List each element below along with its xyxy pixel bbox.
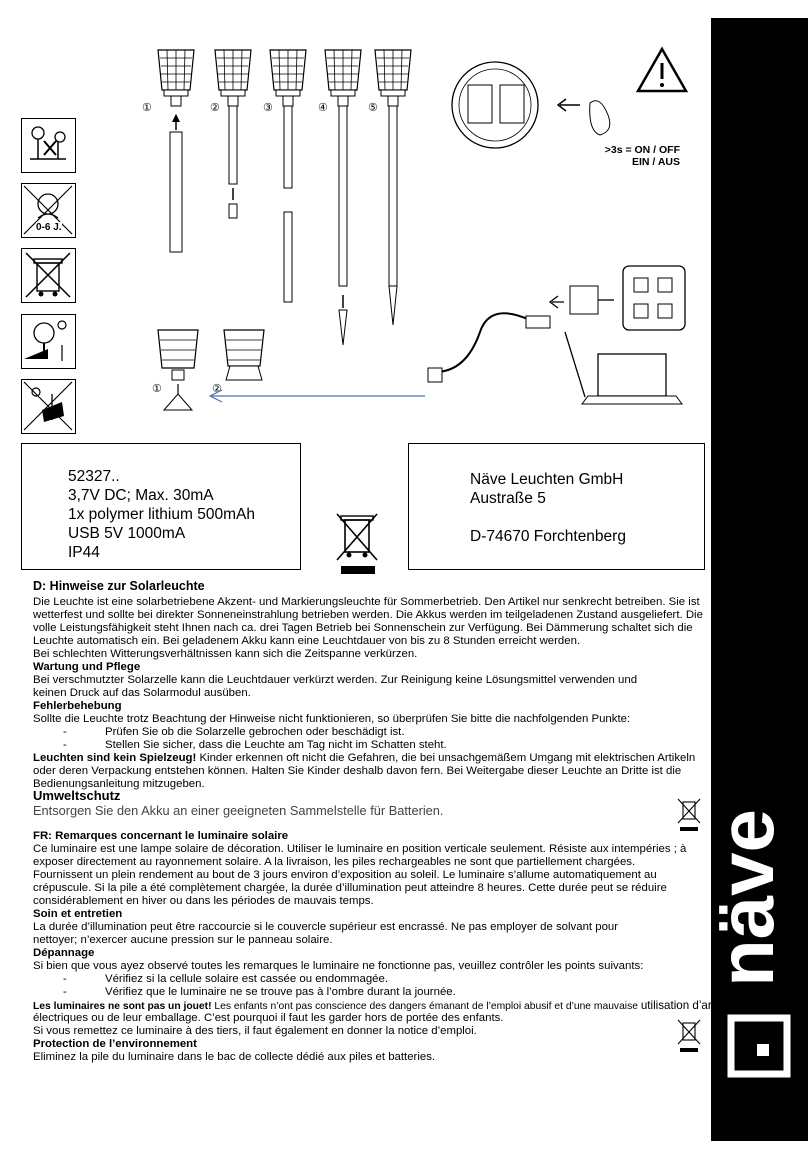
brand-logo: [702, 718, 808, 1078]
fr-fault-title: Dépannage: [33, 947, 95, 959]
fr-intro-5: considérablement en hiver ou dans les périodes de mauvais temps.: [33, 895, 374, 907]
fr-toy-bold: Les luminaires ne sont pas un jouet!: [33, 1001, 212, 1012]
fr-intro-4: crépuscule. Si la pile a été complètement chargée, la durée d’illumination peut atteindre 8 heures. Cette durée peut se réduire: [33, 882, 667, 894]
step-label-1: ①: [142, 102, 152, 114]
sunlight-placement-icon: [21, 314, 76, 369]
no-shade-icon: [21, 379, 76, 434]
fr-toy-line-3: Si vous remettez ce luminaire à des tiers, il faut également en donner la notice d’emploi.: [33, 1025, 477, 1037]
de-intro-5: Bei schlechten Witterungsverhältnissen kann sich die Zeitspanne verkürzen.: [33, 648, 418, 660]
spec-line-4: USB 5V 1000mA: [68, 525, 186, 542]
fr-fault-item-1: Vérifiez si la cellule solaire est cassée ou endommagée.: [105, 973, 389, 985]
de-intro-4: Leuchte automatisch ein. Bei geladenem Akku kann eine Leuchtdauer von bis zu 8 Stunden erreicht werden.: [33, 635, 581, 647]
fr-toy-rest: Les enfants n’ont pas conscience des dangers émanant de l’emploi abusif et d’une mauvaise: [211, 1001, 641, 1012]
de-intro-3: volle Leistungsfähigkeit steht Ihnen nach ca. drei Tagen Betrieb bei Sonnenschein zur Verfügung. Bei Dämmerung schaltet sich die: [33, 622, 693, 634]
fr-toy-line-2: électriques ou de leur emballage. C’est pourquoi il faut les garder hors de portée des enfants.: [33, 1012, 504, 1024]
manufacturer-name: Näve Leuchten GmbH: [470, 471, 624, 488]
fr-env-title: Protection de l’environnement: [33, 1038, 197, 1050]
de-fault-item-2: Stellen Sie sicher, dass die Leuchte am Tag nicht im Schatten steht.: [105, 739, 447, 751]
fr-weee-icon: [676, 1018, 702, 1054]
age-label: 0-6 J.: [36, 222, 62, 233]
de-toy-bold: Leuchten sind kein Spielzeug!: [33, 752, 197, 764]
no-children-icon: [21, 183, 76, 238]
manufacturer-blank: [470, 508, 626, 527]
manufacturer-city: D-74670 Forchtenberg: [470, 528, 626, 545]
charging-diagram: [200, 262, 700, 412]
no-flowerbed-icon: [21, 118, 76, 173]
base-label-1: ①: [152, 383, 162, 395]
de-toy-rest: Kinder erkennen oft nicht die Gefahren, die bei unsachgemäßem Umgang mit elektrischen Artikeln: [196, 752, 696, 764]
step-label-4: ④: [318, 102, 328, 114]
step-label-5: ⑤: [368, 102, 378, 114]
spec-line-3: 1x polymer lithium 500mAh: [68, 506, 255, 523]
step-label-2: ②: [210, 102, 220, 114]
de-intro-2: wetterfest und sollte bei direkter Sonneneinstrahlung betrieben werden. Die Akkus werden im teilgeladenen Zustand ausgeliefert. Die: [33, 609, 703, 621]
fr-fault-intro: Si bien que vous ayez observé toutes les remarques le luminaire ne fonctionne pas, veuillez contrôler les points suivants:: [33, 960, 644, 972]
button-note: [602, 144, 680, 168]
fr-intro-1: Ce luminaire est une lampe solaire de décoration. Utiliser le luminaire en position verticale seulement. Résiste aux intempéries ; à: [33, 843, 687, 855]
manufacturer-street: Austraße 5: [470, 490, 546, 507]
de-toy-line-1: [33, 752, 695, 765]
no-household-waste-icon: [21, 248, 76, 303]
fr-bullet-dash-1: -: [63, 973, 67, 985]
de-bullet-dash-2: -: [63, 739, 67, 751]
de-intro-1: Die Leuchte ist eine solarbetriebene Akzent- und Markierungsleuchte für Sommerbetrieb. Den Artikel nur senkrecht betreiben. Sie ist: [33, 596, 700, 608]
fr-fault-item-2: Vérifiez que le luminaire ne se trouve pas à l’ombre durant la journée.: [105, 986, 456, 998]
de-fault-intro: Sollte die Leuchte trotz Beachtung der Hinweise nicht funktionieren, so überprüfen Sie bitte die nachfolgenden Punkte:: [33, 713, 631, 725]
step-label-3: ③: [263, 102, 273, 114]
spec-line-2: 3,7V DC; Max. 30mA: [68, 487, 214, 504]
spec-line-1: 52327..: [68, 468, 120, 485]
fr-intro-2: exposer directement au rayonnement solaire. A la livraison, les piles rechargeables ne sont que partiellement chargées.: [33, 856, 636, 868]
de-env-text: Entsorgen Sie den Akku an einer geeigneten Sammelstelle für Batterien.: [33, 803, 444, 818]
weee-bin-icon: [333, 512, 383, 580]
de-weee-icon: [676, 797, 702, 833]
fr-env-text: Eliminez la pile du luminaire dans le bac de collecte dédié aux piles et batteries.: [33, 1051, 436, 1063]
fr-care-title: Soin et entretien: [33, 908, 123, 920]
fr-care-1: La durée d’illumination peut être raccourcie si le couvercle supérieur est encrassé. Ne pas employer de solvant pour: [33, 921, 619, 933]
fr-intro-3: Fournissent un plein rendement au bout de 3 jours environ d’exposition au soleil. Le luminaire s’allume automatiquement au: [33, 869, 657, 881]
fr-bullet-dash-2: -: [63, 986, 67, 998]
de-care-2: keinen Druck auf das Solarmodul ausüben.: [33, 687, 251, 699]
de-toy-line-3: Bedienungsanleitung mitzugeben.: [33, 778, 205, 790]
de-care-title: Wartung und Pflege: [33, 661, 141, 673]
specs-box: [21, 443, 301, 570]
button-note-line2: EIN / AUS: [631, 156, 680, 168]
spec-line-5: IP44: [68, 544, 100, 561]
brand-bar: [702, 18, 808, 1141]
fr-care-2: nettoyer; n’exercer aucune pression sur le panneau solaire.: [33, 934, 333, 946]
fr-toy-end: utilisation d’articles: [640, 999, 739, 1012]
de-title: D: Hinweise zur Solarleuchte: [33, 579, 205, 593]
manufacturer-box: [408, 443, 705, 570]
de-fault-title: Fehlerbehebung: [33, 700, 122, 712]
de-care-1: Bei verschmutzter Solarzelle kann die Leuchtdauer verkürzt werden. Zur Reinigung keine Lösungsmittel verwenden und: [33, 674, 638, 686]
de-bullet-dash-1: -: [63, 726, 67, 738]
base-label-2: ②: [212, 383, 222, 395]
button-note-line1: >3s = ON / OFF: [604, 144, 680, 156]
de-env-title: Umweltschutz: [33, 788, 121, 803]
fr-title: FR: Remarques concernant le luminaire solaire: [33, 830, 289, 842]
de-fault-item-1: Prüfen Sie ob die Solarzelle gebrochen oder beschädigt ist.: [105, 726, 405, 738]
de-toy-line-2: oder deren Verpackung entstehen können. Halten Sie Kinder deshalb davon fern. Bei Weitergabe dieser Leuchte an Dritte ist die: [33, 765, 682, 777]
brand-wordmark: näve: [702, 809, 790, 987]
